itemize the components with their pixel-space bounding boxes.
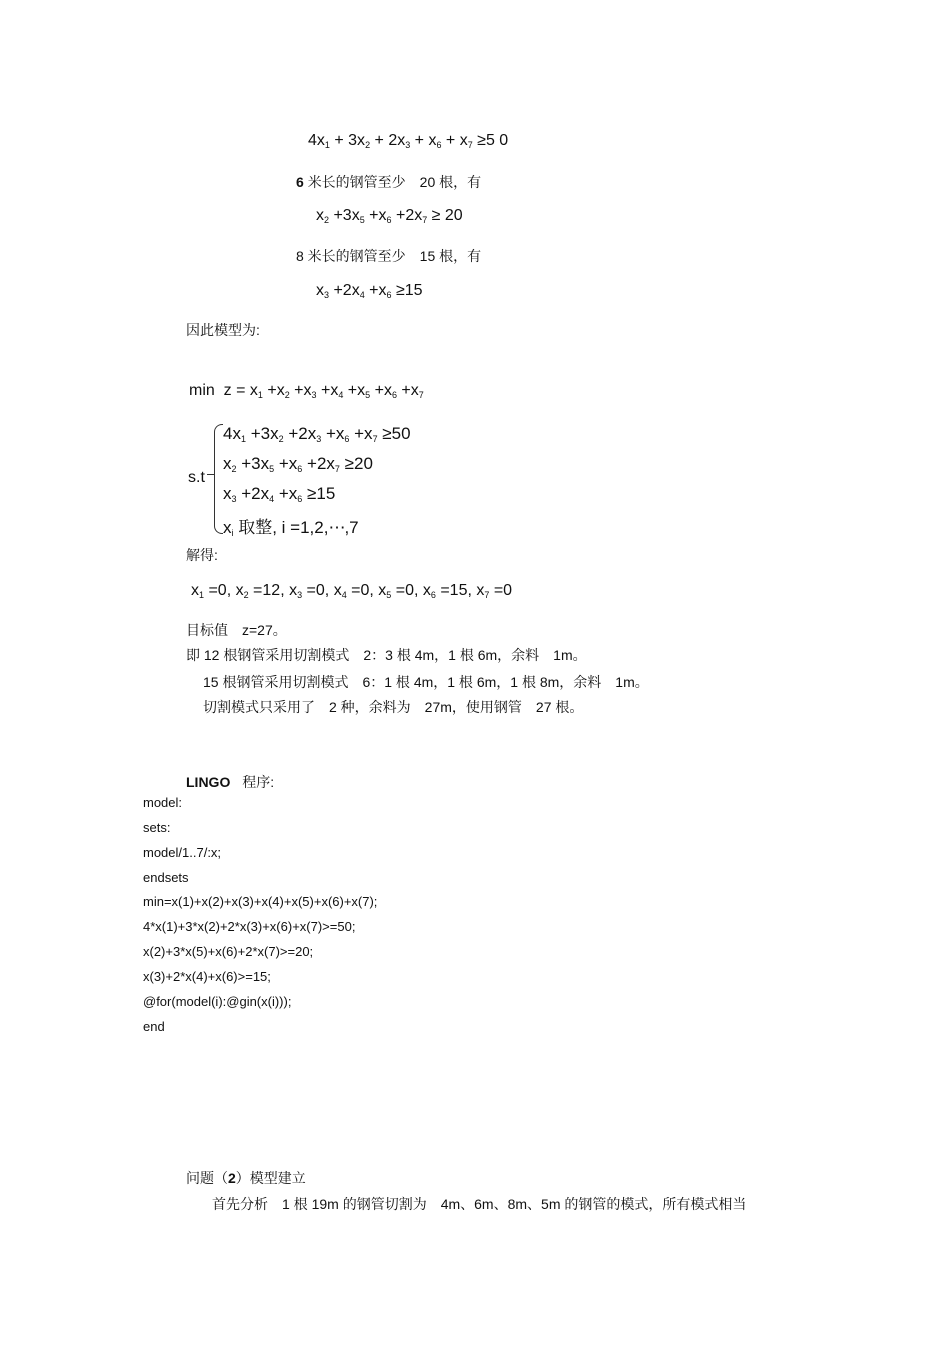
result-line-2: 15 根钢管采用切割模式 6：1 根 4m，1 根 6m，1 根 8m，余料 1m。 — [203, 674, 649, 690]
requirement-6m-text: 米长的钢管至少 20 根，有 — [307, 174, 482, 190]
requirement-6m-number: 6 — [296, 174, 304, 190]
problem2-num: 2 — [228, 1170, 236, 1186]
code-line: min=x(1)+x(2)+x(3)+x(4)+x(5)+x(6)+x(7); — [143, 894, 378, 909]
lingo-title-bold: LINGO — [186, 774, 231, 790]
problem2-post: ）模型建立 — [235, 1170, 306, 1186]
result-line-3: 切割模式只采用了 2 种，余料为 27m，使用钢管 27 根。 — [203, 699, 584, 715]
objective-value: 目标值 z=27。 — [186, 622, 287, 638]
objective-function: $\min z = x_1 +x_2 +x_3 +x_4 +x_5 +x_6 +x_7$ — [189, 382, 424, 400]
code-line: model: — [143, 795, 183, 810]
constraint-brace-tip — [207, 474, 214, 475]
st-line-2: $x_2 +3x_5 +x_6 +2x_7 \ge 20$ — [223, 454, 373, 474]
st-line-4: $x_i$ 取整, i =1,2,⋯,7 — [223, 518, 359, 538]
code-line: x(2)+3*x(5)+x(6)+2*x(7)>=20; — [143, 944, 314, 959]
code-line: end — [143, 1019, 165, 1034]
code-line: endsets — [143, 870, 189, 885]
st-label: s.t — [188, 469, 205, 486]
problem2-pre: 问题（ — [186, 1170, 228, 1186]
lingo-title — [186, 772, 274, 792]
code-line: x(3)+2*x(4)+x(6)>=15; — [143, 969, 271, 984]
constraint-brace — [214, 424, 223, 534]
solution-label: 解得: — [186, 547, 218, 563]
code-line: 4*x(1)+3*x(2)+2*x(3)+x(6)+x(7)>=50; — [143, 919, 356, 934]
problem2-text: 首先分析 1 根 19m 的钢管切割为 4m、6m、8m、5m 的钢管的模式，所有模式相当 — [212, 1196, 747, 1212]
code-line: sets: — [143, 820, 171, 835]
constraint-6m: $x_2 +3x_5 +x_6 +2x_7 \ge 20$ — [316, 207, 463, 225]
constraint-8m: $x_3 +2x_4 +x_6 \ge 15$ — [316, 282, 423, 300]
code-line: model/1..7/:x; — [143, 845, 222, 860]
st-line-3: $x_3 +2x_4 +x_6 \ge 15$ — [223, 484, 336, 504]
result-line-1: 即 12 根钢管采用切割模式 2：3 根 4m，1 根 6m，余料 1m。 — [186, 647, 587, 663]
requirement-6m — [296, 172, 481, 192]
solution-values: $x_1 =0$, $x_2 =12$, $x_3 =0$, $x_4 =0$, $x_5 =0$, $x_6 =15$, $x_7 =0$ — [191, 582, 513, 600]
code-line: @for(model(i):@gin(x(i))); — [143, 994, 292, 1009]
model-intro: 因此模型为: — [186, 322, 260, 338]
lingo-title-rest: 程序: — [242, 774, 275, 790]
constraint-4m: $4x_1 + 3x_2 + 2x_3 + x_6 + x_7 \ge 5$ 0 — [308, 132, 509, 150]
problem2-heading — [186, 1168, 306, 1188]
requirement-8m: 8 米长的钢管至少 15 根，有 — [296, 248, 482, 264]
st-line-1: $4x_1 +3x_2 +2x_3 +x_6 +x_7 \ge 50$ — [223, 424, 411, 444]
